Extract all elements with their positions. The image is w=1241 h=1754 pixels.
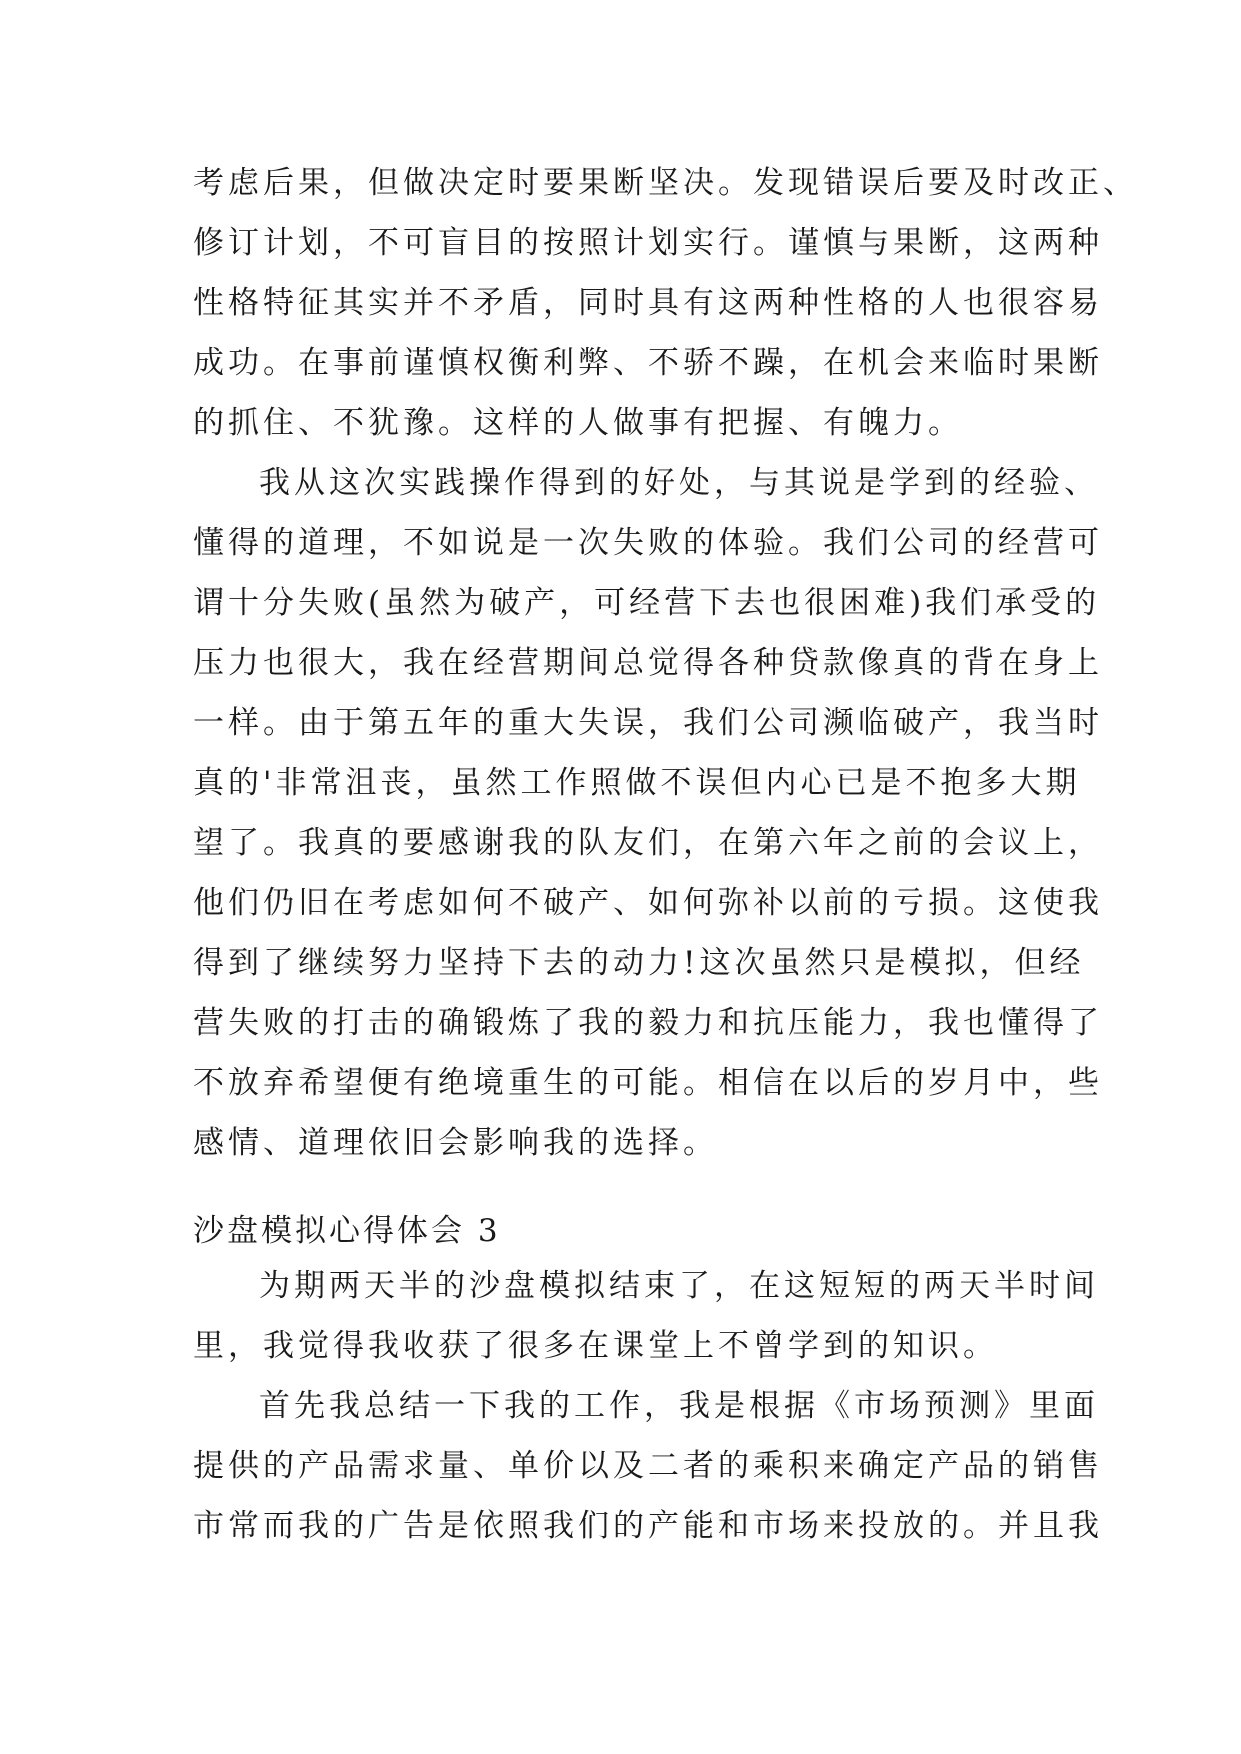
paragraph-line: 我从这次实践操作得到的好处，与其说是学到的经验、 <box>259 465 1099 501</box>
section-3-body <box>193 1256 1103 1556</box>
section-heading: 沙盘模拟心得体会 3 <box>193 1213 501 1249</box>
paragraph-line: 谓十分失败(虽然为破产，可经营下去也很困难)我们承受的 <box>193 585 1101 621</box>
paragraph-line: 的抓住、不犹豫。这样的人做事有把握、有魄力。 <box>193 405 963 441</box>
previous-section-body <box>193 153 1138 1173</box>
paragraph-line: 一样。由于第五年的重大失误，我们公司濒临破产，我当时 <box>193 705 1103 741</box>
paragraph-line: 性格特征其实并不矛盾，同时具有这两种性格的人也很容易 <box>193 285 1103 321</box>
paragraph-line: 他们仍旧在考虑如何不破产、如何弥补以前的亏损。这使我 <box>193 885 1103 921</box>
paragraph-line: 考虑后果，但做决定时要果断坚决。发现错误后要及时改正、 <box>193 165 1138 201</box>
paragraph-line: 成功。在事前谨慎权衡利弊、不骄不躁，在机会来临时果断 <box>193 345 1103 381</box>
paragraph-line: 首先我总结一下我的工作，我是根据《市场预测》里面 <box>259 1388 1099 1424</box>
paragraph-line: 感情、道理依旧会影响我的选择。 <box>193 1125 718 1161</box>
paragraph-line: 营失败的打击的确锻炼了我的毅力和抗压能力，我也懂得了 <box>193 1005 1103 1041</box>
paragraph-line: 真的'非常沮丧，虽然工作照做不误但内心已是不抱多大期 <box>193 765 1081 801</box>
paragraph-line: 懂得的道理，不如说是一次失败的体验。我们公司的经营可 <box>193 525 1103 561</box>
paragraph-line: 压力也很大，我在经营期间总觉得各种贷款像真的背在身上 <box>193 645 1103 681</box>
paragraph-line: 市常而我的广告是依照我们的产能和市场来投放的。并且我 <box>193 1508 1103 1544</box>
paragraph-line: 为期两天半的沙盘模拟结束了，在这短短的两天半时间 <box>259 1268 1099 1304</box>
paragraph-line: 得到了继续努力坚持下去的动力!这次虽然只是模拟，但经 <box>193 945 1085 981</box>
paragraph-line: 提供的产品需求量、单价以及二者的乘积来确定产品的销售 <box>193 1448 1103 1484</box>
paragraph-line: 望了。我真的要感谢我的队友们，在第六年之前的会议上， <box>193 825 1103 861</box>
paragraph-line: 修订计划，不可盲目的按照计划实行。谨慎与果断，这两种 <box>193 225 1103 261</box>
paragraph-line: 里，我觉得我收获了很多在课堂上不曾学到的知识。 <box>193 1328 998 1364</box>
paragraph-line: 不放弃希望便有绝境重生的可能。相信在以后的岁月中，些 <box>193 1065 1103 1101</box>
